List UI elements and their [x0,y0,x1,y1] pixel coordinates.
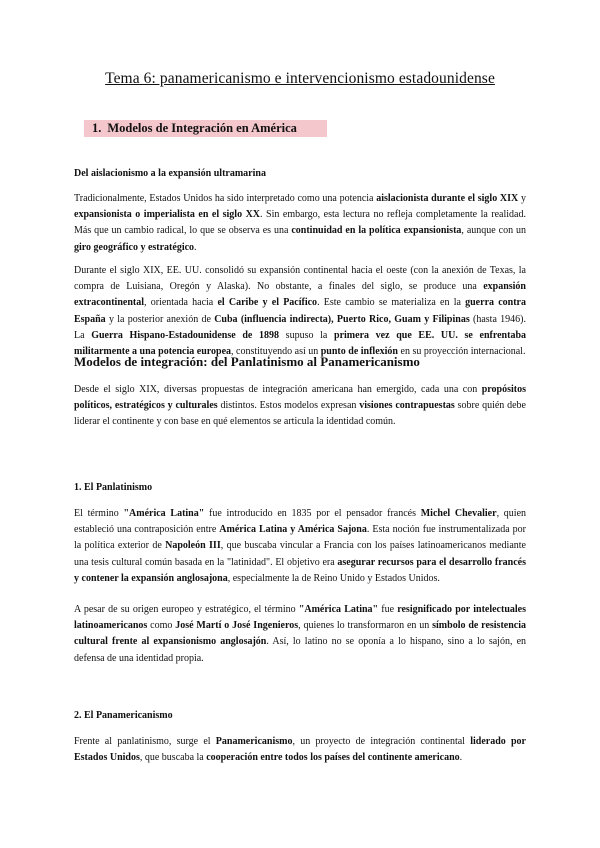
text: distintos. Estos modelos expresan [217,400,360,412]
text: y la posterior anexión de [105,313,215,325]
bold-text: símbolo de resistencia cultural frente al expansionismo anglosajón [74,620,526,648]
bold-text: expansionista o imperialista en el siglo XX [74,209,261,221]
text: en su proyección internacional. [398,346,526,358]
section-heading [84,120,327,137]
paragraph-3 [74,382,526,431]
text: , un proyecto de integración continental [292,736,471,747]
paragraph-2 [74,263,526,360]
bold-text: asegurar recursos para el desarrollo francés y contener la expansión anglosajona [74,556,527,584]
bold-text: giro geográfico y estratégico [74,241,195,253]
subheading-panlatinismo: 1. El Panlatinismo [74,482,153,493]
text: supuso la [279,329,335,341]
bold-text: Cuba (influencia indirecta), Puerto Rico, Guam y Filipinas [214,313,470,325]
bold-text: visiones contrapuestas [359,400,455,412]
text: . Esta noción fue instrumentalizada por la política exterior de [74,524,526,552]
text: , constituyendo así un [231,346,321,358]
text: , quien estableció una contraposición entre [74,508,527,536]
bold-text: continuidad en la política expansionista [291,225,462,237]
text: Frente al panlatinismo, surge el [74,736,216,747]
section-subtitle: Modelos de integración: del Panlatinismo al Panamericanismo [74,354,420,369]
text: Durante el siglo XIX, EE. UU. consolidó su expansión continental hacia el oeste (con la anexión de Texas, la compra de Luisiana, Oregón y Alaska). No obstante, a finales del siglo, se produce una [74,265,526,293]
bold-text: "América Latina" [298,604,379,615]
bold-text: Guerra Hispano-Estadounidense de 1898 [91,329,280,341]
text: como [147,620,176,632]
bold-text: Napoleón III [165,540,221,552]
text: A pesar de su origen europeo y estratégico, el término [74,604,299,615]
bold-text: cooperación entre todos los países del continente americano [206,752,460,764]
bold-text: el Caribe y el Pacífico [217,297,318,309]
text: y [518,193,526,204]
text: , orientada hacia [144,297,218,309]
text: sobre quién debe liderar el continente y con base en qué elementos se articula la identidad común. [74,400,526,428]
text: . Sin embargo, esta lectura no refleja completamente la realidad. Más que un cambio radical, lo que se observa es una [74,209,526,237]
subheading-aislacionismo: Del aislacionismo a la expansión ultramarina [74,168,266,179]
paragraph-6 [74,734,526,766]
text: (hasta 1946). La [74,313,526,341]
text: fue [378,604,398,615]
bold-text: resignificado por intelectuales latinoamericanos [74,604,526,632]
bold-text: punto de inflexión [320,346,398,358]
bold-text: guerra contra España [74,297,526,325]
bold-text: América Latina y América Sajona [219,524,367,536]
text: . [194,241,197,253]
bold-text: Michel Chevalier [420,508,497,519]
text: Tradicionalmente, Estados Unidos ha sido interpretado como una potencia [74,193,377,204]
document-title: Tema 6: panamericanismo e intervencionismo estadounidense [105,70,495,87]
text: , quienes lo transformaron en un [298,620,433,632]
text: . Así, lo latino no se oponía a lo hispano, sino a lo sajón, en defensa de una identidad propia. [74,636,527,664]
bold-text: primera vez que EE. UU. se enfrentaba militarmente a una potencia europea [74,329,527,358]
text: , que buscaba la [139,752,207,764]
subheading-panamericanismo: 2. El Panamericanismo [74,710,173,721]
bold-text: aislacionista durante el siglo XIX [376,193,519,204]
text: El término [74,508,124,519]
section-number: 1. [92,121,102,135]
paragraph-1 [74,191,526,256]
text: , aunque con un [461,225,526,237]
text: fue introducido en 1835 por el pensador francés [204,508,421,519]
bold-text: José Martí o José Ingenieros [175,620,299,632]
text: . Este cambio se materializa en la [317,297,466,309]
bold-text: "América Latina" [123,508,205,519]
text: . [459,752,463,764]
text: Desde el siglo XIX, diversas propuestas de integración americana han emergido, cada una con [74,384,482,395]
bold-text: propósitos políticos, estratégicos y culturales [74,384,526,412]
bold-text: Panamericanismo [215,736,293,747]
bold-text: expansión extracontinental [74,281,526,309]
text: , especialmente la de Reino Unido y Estados Unidos. [227,572,440,584]
section-label: Modelos de Integración en América [107,121,297,135]
bold-text: liderado por Estados Unidos [74,736,526,764]
text: , que buscaba vincular a Francia con los países latinoamericanos mediante una tesis cultural común basada en la "latinidad". El objetivo era [74,540,526,568]
paragraph-4 [74,506,526,587]
paragraph-5 [74,602,526,667]
